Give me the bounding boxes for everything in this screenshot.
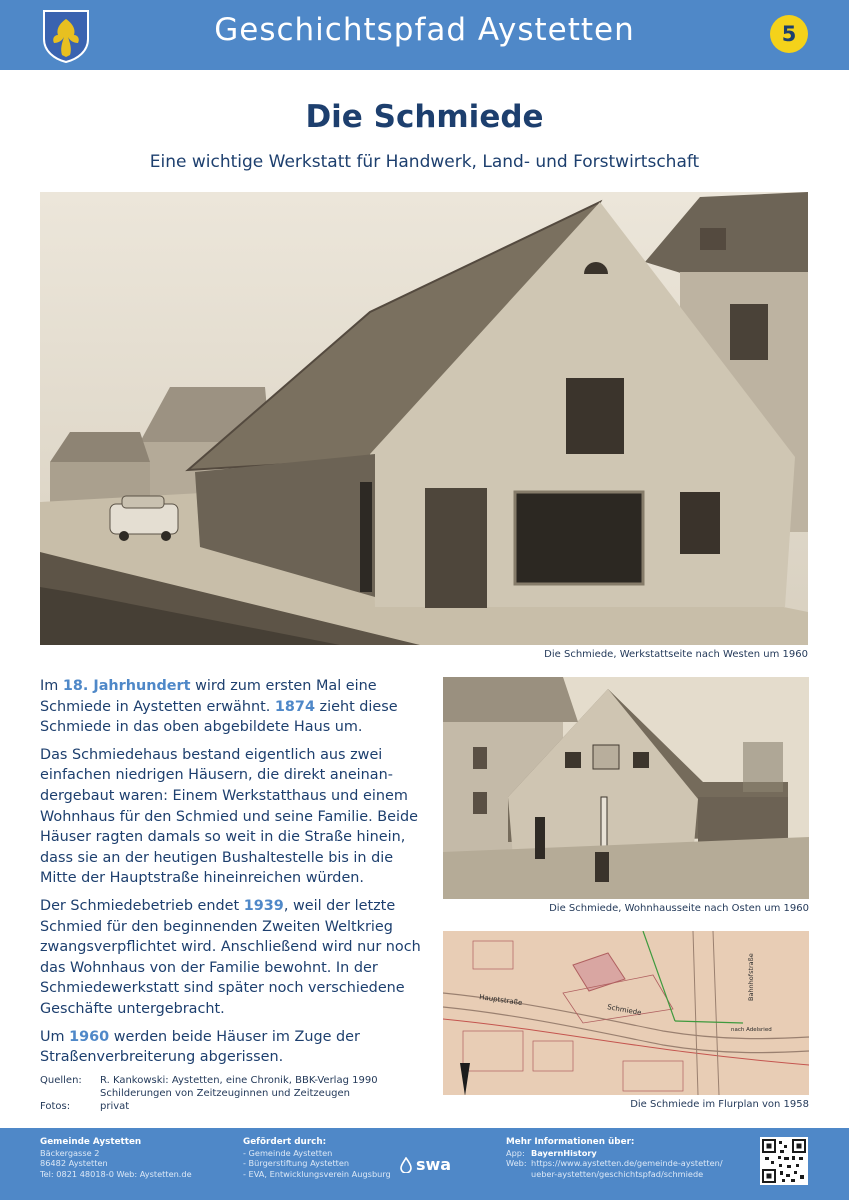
- second-photo-caption: Die Schmiede, Wohnhausseite nach Osten um 1960: [549, 903, 809, 914]
- main-photo-caption: Die Schmiede, Werkstattseite nach Westen um 1960: [544, 649, 808, 660]
- source-witnesses: Schilderungen von Zeitzeuginnen und Zeitzeugen: [100, 1088, 350, 1099]
- footer-bar: [0, 1128, 849, 1200]
- paragraph-demolition: Um 1960 werden beide Häuser im Zuge der Straßenverbreiterung abgerissen.: [40, 1028, 360, 1066]
- page-subtitle: Eine wichtige Werkstatt für Handwerk, Land- und Forstwirtschaft: [149, 152, 700, 172]
- photos-credit: privat: [100, 1101, 130, 1112]
- footer-municipality-heading: Gemeinde Aystetten: [40, 1137, 142, 1147]
- smithy-workshop-photo: [40, 192, 808, 645]
- third-photo-caption: Die Schmiede im Flurplan von 1958: [630, 1099, 809, 1110]
- source-chronicle: R. Kankowski: Aystetten, eine Chronik, BBK-Verlag 1990: [100, 1075, 378, 1086]
- app-name: BayernHistory: [531, 1148, 597, 1159]
- footer-more-info-heading: Mehr Informationen über:: [506, 1137, 635, 1147]
- web-url-line1[interactable]: https://www.aystetten.de/gemeinde-aystetten/: [531, 1158, 723, 1169]
- map-label-hauptstrasse: Hauptstraße: [478, 993, 523, 1008]
- map-label-adelsried: nach Adelsried: [731, 1027, 772, 1033]
- footer-sponsors-heading: Gefördert durch:: [243, 1137, 327, 1147]
- footer-municipality: Gemeinde Aystetten Bäckergasse 2 86482 Aystetten Tel: 0821 48018-0 Web: Aystetten.de: [40, 1137, 192, 1179]
- footer-sponsors: Gefördert durch: - Gemeinde Aystetten - Bürgerstiftung Aystetten - EVA, Entwicklungsverein Augsburg: [243, 1137, 391, 1179]
- swa-logo: swa: [399, 1157, 451, 1173]
- paragraph-business-end: Der Schmiedebetrieb endet 1939, weil der letzte Schmied für den beginnenden Zweiten Weltkrieg zwangsverpflichtet wird. Anschließend wird nur noch das Wohnhaus von der Familie bewohnt. In der Schmiedewerkstatt sind später noch verschiedene Geschäfte untergebracht.: [40, 897, 421, 1017]
- footer-more-info: Mehr Informationen über: App: BayernHistory Web: https://www.aystetten.de/gemeinde-aystetten/ ueber-aystetten/geschichtspfad/schmiede: [506, 1137, 723, 1179]
- header-bar: [0, 0, 849, 70]
- map-label-bahnhofstrasse: Bahnhofstraße: [747, 953, 755, 1001]
- paragraph-history-intro: Im 18. Jahrhundert wird zum ersten Mal eine Schmiede in Aystetten erwähnt. 1874 zieht diese Schmiede in das oben abgebildete Haus um.: [40, 678, 398, 736]
- station-number-badge: 5: [770, 15, 808, 53]
- web-url-line2[interactable]: ueber-aystetten/geschichtspfad/schmiede: [531, 1168, 704, 1179]
- flame-icon: [399, 1157, 413, 1173]
- paragraph-building-description: Das Schmiedehaus bestand eigentlich aus zwei einfachen niedrigen Häusern, die direkt aneinandergebaut waren: Einem Werkstatthaus und einem Wohnhaus für den Schmied und seine Familie. Beide Häuser ragten damals so weit in die Straße hinein, dass sie an der heutigen Bushaltestelle bis in die Mitte der Hauptstraße hineinreichen würden.: [40, 746, 419, 887]
- qr-code-icon[interactable]: [760, 1137, 808, 1185]
- trail-title: Geschichtspfad Aystetten: [214, 12, 635, 48]
- map-label-schmiede: Schmiede: [606, 1003, 643, 1017]
- sources-label: Quellen:: [40, 1075, 82, 1086]
- smithy-residence-photo: [443, 677, 809, 899]
- page-title: Die Schmiede: [305, 99, 544, 135]
- cadastral-map-1958: [443, 931, 809, 1095]
- photos-label: Fotos:: [40, 1101, 71, 1112]
- sources-block: [40, 1074, 378, 1113]
- body-text: [40, 676, 432, 1075]
